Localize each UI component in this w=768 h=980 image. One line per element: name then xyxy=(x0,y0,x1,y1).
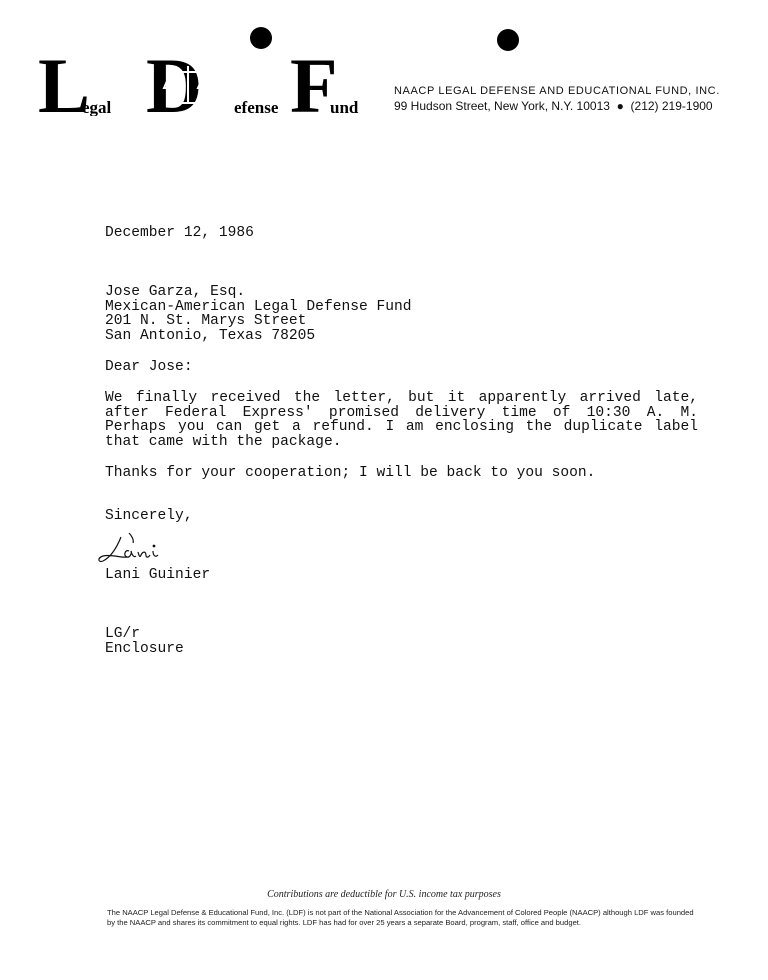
tax-deductible-note: Contributions are deductible for U.S. income tax purposes xyxy=(267,889,501,900)
body-paragraph-2: Thanks for your cooperation; I will be back to you soon. xyxy=(105,465,596,481)
logo-word-fund: und xyxy=(330,98,359,116)
logo-letter-l: L xyxy=(38,56,91,116)
org-phone: (212) 219-1900 xyxy=(630,99,713,113)
salutation-block xyxy=(105,360,193,375)
reference-block xyxy=(105,627,184,656)
letter-date-block xyxy=(105,226,254,241)
typist-initials: LG/r xyxy=(105,626,141,642)
logo-word-defense: efense xyxy=(234,98,279,116)
org-name: NAACP LEGAL DEFENSE AND EDUCATIONAL FUND, INC. xyxy=(394,85,720,97)
logo-letter-d: D xyxy=(146,56,203,116)
signature xyxy=(95,527,175,571)
org-address-line xyxy=(394,99,713,113)
recipient-name: Jose Garza, Esq. xyxy=(105,284,246,300)
org-address: 99 Hudson Street, New York, N.Y. 10013 xyxy=(394,99,610,113)
punch-hole-left xyxy=(250,27,272,49)
bullet-separator: ● xyxy=(613,99,628,113)
logo-letter-f: F xyxy=(290,56,338,116)
footer-disclaimer: The NAACP Legal Defense & Educational Fund, Inc. (LDF) is not part of the National Association for the Advancement of Colored People (NAACP) although LDF was founded by the NAACP and shares its commitment to equal rights. LDF has had for over 25 years a separate Board, program, staff, office and budget. xyxy=(107,908,694,927)
logo-word-legal: egal xyxy=(82,98,112,116)
ldf-logo xyxy=(38,56,378,116)
enclosure-note: Enclosure xyxy=(105,640,184,657)
closing-block xyxy=(105,509,193,524)
signer-block xyxy=(105,568,210,583)
letter-date: December 12, 1986 xyxy=(105,225,254,241)
signer-name: Lani Guinier xyxy=(105,567,211,583)
punch-hole-right xyxy=(497,29,519,51)
salutation: Dear Jose: xyxy=(105,359,193,375)
body-paragraph-2-block xyxy=(105,466,595,481)
recipient-city: San Antonio, Texas 78205 xyxy=(105,327,316,344)
recipient-block xyxy=(105,285,412,343)
closing: Sincerely, xyxy=(105,508,193,524)
recipient-org: Mexican-American Legal Defense Fund xyxy=(105,298,412,315)
recipient-street: 201 N. St. Marys Street xyxy=(105,313,307,329)
body-paragraph-1: We finally received the letter, but it apparently arrived late, after Federal Express' promised delivery time of 10:30 A. M. Perhaps you can get a refund. I am enclosing the duplicate label that came with the package. xyxy=(105,390,698,450)
